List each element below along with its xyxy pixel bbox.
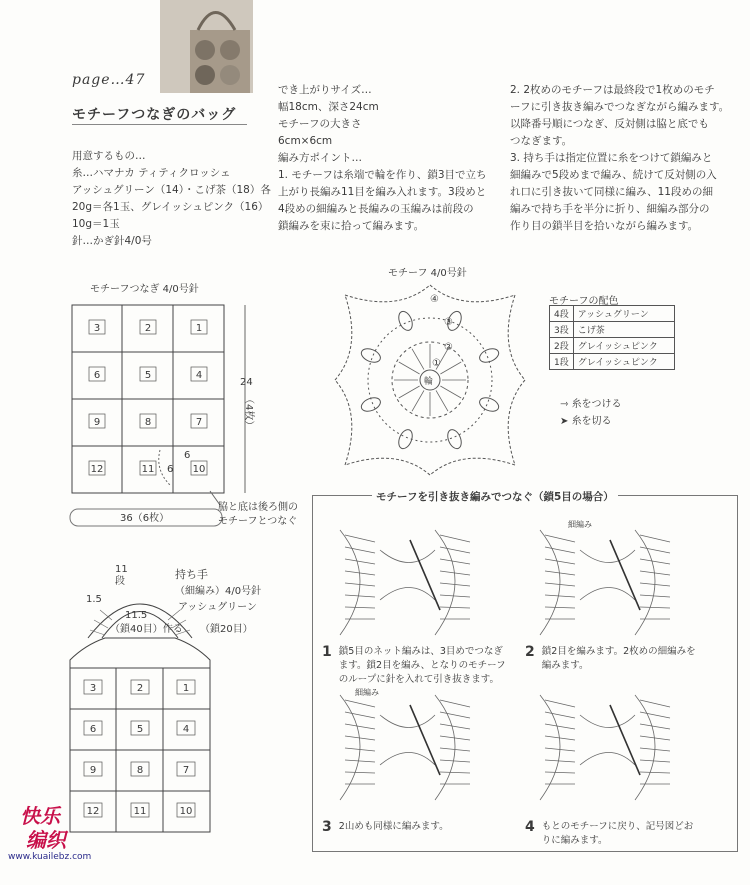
layout-cell-number: 9 [93,417,101,428]
color-row [550,338,675,354]
bag-cell-number: 2 [136,683,144,694]
materials-line: 10g＝1玉 [72,218,120,230]
join-loop [580,550,635,600]
chain-loop [508,295,525,380]
stitch-line [440,607,470,608]
bag-cell-number: 7 [182,765,190,776]
attach-yarn-legend [560,395,622,410]
watermark-url: www.kuailebz.com [8,852,92,862]
round-3-label: ③ [444,317,453,328]
step-3-number: 3 [322,819,332,835]
step-4-number: 4 [525,819,535,835]
step-1-line: ます。鎖2目を編み、となりのモチーフ [338,660,506,671]
stitch-line [640,547,670,553]
materials-line: 20g＝各1玉、グレイッシュピンク（16） [72,201,269,213]
points-line: れ口に引き抜いて同様に編み、11段めの細 [510,186,713,198]
step-3 [322,820,449,834]
unit-label-top: 6 [184,450,191,461]
stitch-line [640,559,670,564]
bag-cell-number: 11 [133,806,147,817]
color-label: アッシュグリーン [178,602,257,613]
materials-line: 糸…ハマナカ ティティクロッシェ [72,167,231,179]
stitch-line [440,712,470,718]
spoke-stitch [399,386,420,398]
round-4-label: ④ [430,294,439,305]
points-line: 3. 持ち手は指定位置に糸をつけて鎖編みと [510,152,713,164]
step-2-text [542,645,696,673]
round-1-label: ① [432,358,441,369]
cut-icon: ➤ [560,416,572,427]
step-2-line: 鎖2目を編みます。2枚めの細編みを [541,646,696,657]
step-1-line: のループに針を入れて引き抜きます。 [338,674,500,685]
step-2-number: 2 [525,644,535,660]
petal-stitch [445,428,464,451]
layout-cell-number: 7 [195,417,203,428]
stitch-line [440,724,470,729]
attach-label: 糸をつける [571,399,622,410]
step-1-text [339,645,506,687]
stitch-line [640,607,670,608]
stitch-line [640,535,670,542]
stitch-line [440,547,470,553]
size-line: 編み方ポイント… [278,152,362,164]
size-line: 4段めの細編みと長編みの玉編みは前段の [278,203,474,215]
color-name: こげ茶 [573,322,674,338]
dim-width: 11.5 [125,610,148,621]
width-label: 36（6枚） [120,513,170,524]
layout-cell-number: 3 [93,323,101,334]
chain-loop [345,458,430,475]
size-line: 鎖編みを束に拾って編みます。 [278,220,425,232]
title-divider [72,124,247,125]
motif-chart [330,280,530,480]
color-name: アッシュグリーン [573,306,674,322]
step-1-line: 鎖5目のネット編みは、3目めでつなぎ [338,646,503,657]
layout-cell-number: 5 [144,370,152,381]
stitch-line [545,760,575,762]
step-2 [525,645,696,673]
stitch-line [440,772,470,773]
color-round: 1段 [550,354,574,370]
chain-loop [430,285,515,302]
petal-stitch [478,346,501,365]
join-loop [380,550,435,600]
bag-cell-number: 1 [182,683,190,694]
cut-yarn-legend [560,412,612,427]
bag-diagram [60,560,310,840]
stitch-line [640,712,670,718]
stitch-line [640,724,670,729]
bag-cell-number: 10 [179,806,193,817]
layout-cell-number: 6 [93,370,101,381]
motif-layout-diagram [60,295,310,540]
materials-block [72,148,271,250]
stitch-line [345,607,375,608]
bag-cell-number: 4 [182,724,190,735]
stitch-line [640,595,670,597]
stitch-line [640,760,670,762]
petal-stitch [396,428,415,451]
layout-diagram-title: モチーフつなぎ 4/0号針 [90,284,199,295]
spoke-stitch [399,362,420,374]
step3-tag: 細編み [355,688,379,697]
points-block [510,82,729,235]
color-table [549,305,675,370]
points-line: 作り目の鎖半目を拾いながら編みます。 [510,220,699,232]
stitch-line [545,700,575,707]
bag-cell-number: 6 [89,724,97,735]
color-row [550,306,675,322]
chain-loop [335,295,352,380]
materials-line: 針…かぎ針4/0号 [72,235,152,247]
petal-stitch [359,346,382,365]
layout-cell-number: 1 [195,323,203,334]
step2-tag: 細編み [568,520,592,529]
stitch-line [440,535,470,542]
handle-stitch: （細編み）4/0号針 [175,586,262,597]
step-1 [322,645,506,687]
stitch-line [345,595,375,597]
bag-cell-number: 5 [136,724,144,735]
side-note-line2: モチーフとつなぐ [218,516,298,527]
bag-cell-number: 3 [89,683,97,694]
site-watermark-logo [8,800,108,880]
color-row [550,354,675,370]
hook-icon [610,540,640,610]
stitch-line [345,760,375,762]
join-section-title: モチーフを引き抜き編みでつなぐ（鎖5目の場合） [372,489,618,504]
watermark-text-2: 编织 [26,828,66,852]
stitch-line [640,772,670,773]
stitch-line [545,772,575,773]
color-round: 2段 [550,338,574,354]
step-3-text [339,820,449,834]
stitch-line [640,700,670,707]
hook-icon [610,705,640,775]
size-line: 幅18cm、深さ24cm [278,101,379,113]
size-info-block [278,82,487,235]
color-table-title: モチーフの配色 [549,296,619,307]
stitch-line [440,760,470,762]
materials-line: アッシュグリーン（14）・こげ茶（18）各 [72,184,271,196]
layout-cell-number: 4 [195,370,203,381]
hook-icon [410,540,440,610]
points-line: ーフに引き抜き編みでつなぎながら編みます。 [510,101,730,113]
layout-cell-number: 8 [144,417,152,428]
stitch-line [545,595,575,597]
bag-cell-number: 8 [136,765,144,776]
spoke-stitch [440,362,461,374]
size-line: 上がり長編み11目を編み入れます。3段めと [278,186,487,198]
step-4-text [542,820,694,848]
stitch-line [545,724,575,729]
rows-unit: 段 [115,576,125,587]
stitch-line [345,535,375,542]
join-loop [380,715,435,765]
attach-icon: ⇾ [560,399,572,410]
rows-label: 11 [115,564,128,575]
layout-cell-number: 12 [90,464,104,475]
materials-heading: 用意するもの… [72,150,146,162]
motif-center-label: 輪 [424,377,434,387]
points-line: 以降番号順につなぎ、反対側は脇と底でも [510,118,709,130]
step-4 [525,820,693,848]
chain-loop [430,458,515,475]
stitch-line [345,547,375,553]
height-count: （4枚） [243,394,254,431]
stitch-line [545,712,575,718]
chain-loop [345,285,430,302]
step-4-line: りに編みます。 [541,835,608,846]
stitch-line [440,559,470,564]
hook-icon [410,705,440,775]
stitch-line [345,712,375,718]
step-2-line: 編みます。 [541,660,589,671]
motif-title: モチーフ 4/0号針 [388,268,467,279]
stitch-line [345,559,375,564]
chain20-label: （鎖20目） [200,624,253,635]
stitch-line [440,700,470,707]
side-note-line1: 脇と底は後ろ側の [218,502,298,513]
layout-cell-number: 2 [144,323,152,334]
color-row [550,322,675,338]
stitch-line [545,547,575,553]
stitch-line [440,595,470,597]
stitch-line [345,700,375,707]
chain-loop [508,380,525,465]
size-line: 6cm×6cm [278,135,333,147]
stitch-line [545,559,575,564]
watermark-text-1: 快乐 [20,804,60,828]
bag-cell-number: 9 [89,765,97,776]
step-3-line: 2山めも同様に編みます。 [338,821,449,832]
stitch-line [545,535,575,542]
spoke-stitch [412,349,424,370]
height-label: 24 [240,377,253,388]
size-line: でき上がりサイズ… [278,84,372,96]
points-line: 編みで持ち手を半分に折り、細編み部分の [510,203,710,215]
chain-loop [335,380,352,465]
layout-cell-number: 10 [192,464,206,475]
unit-label-side: 6 [167,464,174,475]
chain-label: （鎖40目）作る [110,624,183,635]
stitch-line [545,607,575,608]
bag-cell-number: 12 [86,806,100,817]
color-name: グレイッシュピンク [573,338,674,354]
petal-stitch [359,395,382,414]
size-line: モチーフの大きさ [278,118,362,130]
spoke-stitch [412,390,424,411]
color-round: 4段 [550,306,574,322]
layout-cell-number: 11 [141,464,155,475]
stitch-line [345,724,375,729]
page-title: モチーフつなぎのバッグ [72,107,237,123]
points-line: 2. 2枚めのモチーフは最終段で1枚めのモチ [510,84,715,96]
join-loop [580,715,635,765]
spoke-stitch [440,386,461,398]
size-line: 1. モチーフは糸端で輪を作り、鎖3目で立ち [278,169,487,181]
dim-side: 1.5 [86,594,102,605]
page-number: page…47 [72,72,146,88]
points-line: つなぎます。 [510,135,573,147]
color-round: 3段 [550,322,574,338]
handle-label: 持ち手 [175,568,208,581]
points-line: 細編みで5段めまで編み、続けて反対側の入 [510,169,717,181]
color-name: グレイッシュピンク [573,354,674,370]
step-4-line: もとのモチーフに戻り、記号図どお [541,821,694,832]
petal-stitch [478,395,501,414]
round-2-label: ② [444,342,453,353]
product-photo [160,0,253,93]
stitch-line [345,772,375,773]
spoke-stitch [436,390,448,411]
cut-label: 糸を切る [571,416,612,427]
petal-stitch [396,309,415,332]
step-1-number: 1 [322,644,332,660]
